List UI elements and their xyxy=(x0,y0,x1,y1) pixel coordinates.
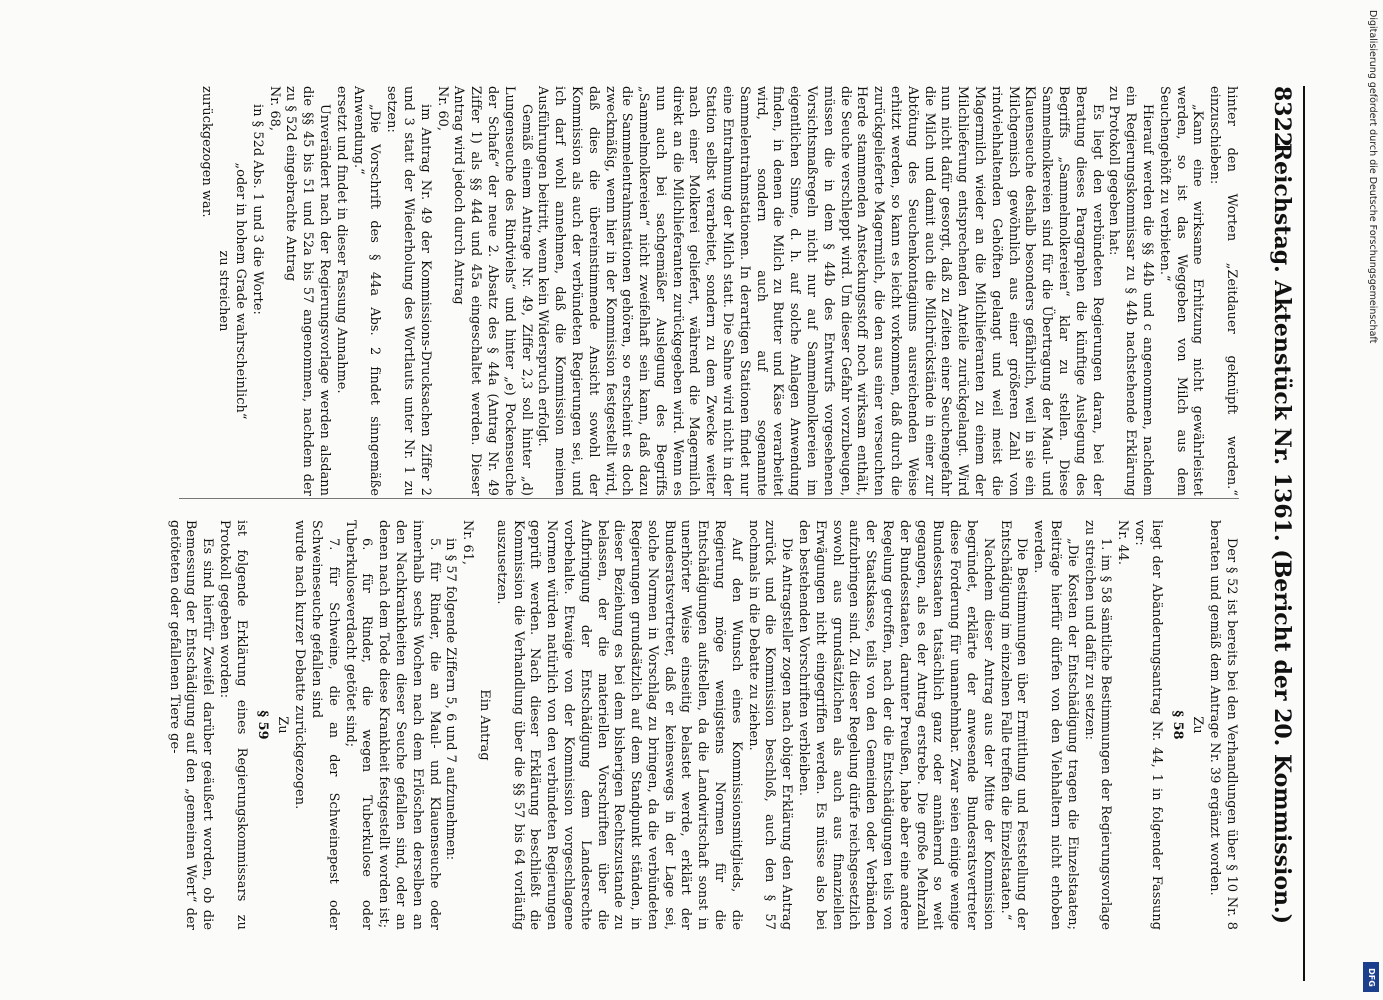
paragraph: Unverändert nach der Regierungsvorlage werden alsdann die §§ 45 bis 51 und 52a bis 57 angenommen, nachdem der zu § 52d eingebrachte Antrag xyxy=(283,86,332,496)
header-rule xyxy=(1302,86,1305,981)
paragraph: zu streichen xyxy=(216,250,232,332)
paragraph: Hierauf werden die §§ 44b und c angenommen, nachdem ein Regierungskommissar zu § 44b nachstehende Erklärung zu Protokoll gegeben hat: xyxy=(1106,86,1156,496)
paragraph: im Antrag Nr. 49 der Kommissions-Drucksachen Ziffer 2 und 3 statt der Wiederholung des Wortlauts unter Nr. 1 zu setzen: xyxy=(384,86,433,496)
paragraph: Zu xyxy=(275,716,291,734)
paragraph: Auf den Wunsch eines Kommissionsmitglieds, die Regierung möge wenigstens Normen für die Entschädigungen aufstellen, da die Landwirtschaft sonst in unerhörter Weise einseitig belastet werde, erklärt der Bundesratsvertreter, daß er keineswegs in der Lage sei, solche Normen in Vorschlag zu bringen, da die verbündeten Regierungen grundsätzlich auf dem Standpunkt ständen, in dieser Beziehung es bei dem bisherigen Rechtszustande zu belassen, der die materiellen Vorschriften über die Aufbringung der Entschädigung dem Landesrechte vorbehalte. Etwaige von der Kommission vorgeschlagene Normen würden natürlich von den verbündeten Regierungen geprüft werden. Nach dieser Erklärung beschließt die Kommission die Verhandlung über die §§ 57 bis 64 vorläufig auszusetzen. xyxy=(493,520,744,930)
dfg-logo-text: DFG xyxy=(1366,967,1376,987)
paragraph: wurde nach kurzer Debatte zurückgezogen. xyxy=(292,520,308,810)
paragraph: 7. für Schweine, die an der Schweinepest oder Schweineseuche gefallen sind xyxy=(308,520,341,930)
paragraph: ersetzt und findet in dieser Fassung Annahme. xyxy=(333,86,349,394)
section-heading: § 58 xyxy=(1169,710,1185,740)
paragraph: in § 57 folgende Ziffern 5, 6 und 7 aufzunehmen: xyxy=(443,538,459,861)
page-number: 8322 xyxy=(1269,86,1295,148)
paragraph: 6. für Rinder, die wegen Tuberkulose oder Tuberkuloseverdacht getötet sind; xyxy=(342,520,375,930)
paragraph: Es liegt den verbündeten Regierungen daran, bei der Beratung dieses Paragraphen die künftige Auslegung des Begriffs „Sammelmolkereien“ klar zu stellen. Diese Sammelmolkereien sind für die Übertragung der Maul- und Klauenseuche deshalb besonders gefährlich, weil in sie ein Milchgemisch gewöhnlich aus einer größeren Zahl von rindviehhaltenden Gehöften gelangt und weil meist die Magermilch wieder an die Milchlieferanten zu einem der Milchlieferung entsprechenden Anteile zurückgelangt. Wird nun nicht dafür gesorgt, daß zu Zeiten einer Seuchengefahr die Milch und damit auch die Milchrückstände in einer zur Abtötung des Seuchenkontagiums ausreichenden Weise erhitzt werden, so kann es leicht vorkommen, daß durch die zurückgelieferte Magermilch, die den aus einer verseuchten Herde stammenden Ansteckungsstoff noch wirksam enthält, die Seuche verschleppt wird. Um dieser Gefahr vorzubeugen, müssen die in dem § 44b des Entwurfs vorgesehenen Vorsichtsmaßregeln nicht nur auf Sammelmolkereien im eigentlichen Sinne, d. h. auf solche Anlagen Anwendung finden, in denen die Milch zu Butter und Käse verarbeitet wird, sondern auch auf sogenannte Sammelentrahmstationen. In derartigen Stationen findet nur eine Entrahmung der Milch statt. Die Sahne wird nicht in der Station selbst verarbeitet, sondern zu dem Zwecke weiter nach einer Molkerei geliefert, während die Magermilch direkt an die Milchlieferanten zurückgegeben wird. Wenn es nun auch bei sachgemäßer Auslegung des Begriffs „Sammelmolkereien“ nicht zweifelhaft sein kann, daß dazu die Sammelentrahmstationen gehören, so erscheint es doch zweckmäßig, wenn hier in der Kommission festgestellt wird, daß dies die übereinstimmende Ansicht sowohl der Kommission als auch der verbündeten Regierungen sei, und ich darf wohl annehmen, daß die Kommission meinen Ausführungen beitritt, wenn kein Widerspruch erfolgt. xyxy=(535,86,1105,496)
paragraph: 1. im § 58 sämtliche Bestimmungen der Regierungsvorlage zu streichen und dafür zu setzen: xyxy=(1081,520,1114,930)
paragraph: Der § 52 ist bereits bei den Verhandlungen über § 10 Nr. 8 beraten und gemäß dem Antrage Nr. 39 ergänzt worden. xyxy=(1207,520,1239,930)
paragraph: 5. für Rinder, die an Maul- und Klauenseuche oder innerhalb sechs Wochen nach dem Erlöschen derselben an den Nachkrankheiten dieser Seuche gefallen sind, oder an denen nach dem Tode diese Krankheit festgestellt worden ist; xyxy=(376,520,442,930)
paragraph: Nr. 44. xyxy=(1115,520,1131,566)
paragraph: ist folgende Erklärung eines Regierungskommissars zu Protokoll gegeben worden: xyxy=(216,520,249,930)
column-divider xyxy=(179,498,1239,499)
digitization-credit xyxy=(1358,0,1383,1000)
paragraph: zurückgezogen war. xyxy=(199,86,215,218)
paragraph: Zu xyxy=(1190,716,1206,734)
paragraph: „Die Vorschrift des § 44a Abs. 2 findet sinngemäße Anwendung.“ xyxy=(350,86,383,496)
dfg-logo xyxy=(1363,962,1379,992)
paragraph: Nr. 60, xyxy=(434,86,450,132)
page-title: Reichstag. Aktenstück Nr. 1361. (Bericht der 20. Kommission.) xyxy=(1269,142,1295,925)
paragraph: in § 52d Abs. 1 und 3 die Worte: xyxy=(249,104,265,315)
paragraph: Es sind hierfür Zweifel darüber geäußert worden, ob die Bemessung der Entschädigung auf den „gemeinen Wert“ der getöteten oder gefallenen Tiere ge- xyxy=(166,520,216,930)
page-header xyxy=(1259,86,1299,981)
section-heading: § 59 xyxy=(254,710,270,740)
paragraph: „Die Kosten der Entschädigung tragen die Einzelstaaten; Beiträge hierfür dürfen von den Viehhaltern nicht erhoben werden. xyxy=(1031,520,1080,930)
paragraph: Ein Antrag xyxy=(476,689,492,761)
credit-text: Digitalisierung gefördert durch die Deutsche Forschungsgemeinschaft xyxy=(1367,10,1378,344)
paragraph: Die Bestimmungen über Ermittlung und Feststellung der Entschädigung im einzelnen Falle treffen die Einzelstaaten.“ xyxy=(997,520,1030,930)
paragraph: Die Antragsteller zogen nach obiger Erklärung den Antrag zurück und die Kommission beschloß, auch den § 57 nochmals in die Debatte zu ziehen. xyxy=(745,520,795,930)
paragraph: Gemäß einem Antrage Nr. 49, Ziffer 2,3 soll hinter „d) Lungenseuche des Rindviehs“ und hinter „e) Pockenseuche der Schafe“ der neue 2. Absatz des § 44a (Antrag Nr. 49 Ziffer 1) als §§ 44d und 45a eingeschaltet werden. Dieser Antrag wird jedoch durch Antrag xyxy=(451,86,534,496)
paragraph: Nr. 61, xyxy=(460,520,476,566)
paragraph: hinter den Worten „Zeitdauer geknüpft werden.“ einzuschieben: xyxy=(1207,86,1239,496)
paragraph: „Kann eine wirksame Erhitzung nicht gewährleistet werden, so ist das Weggeben von Milch aus dem Seuchengehöft zu verbieten.“ xyxy=(1156,86,1206,496)
left-column xyxy=(198,86,1239,496)
paragraph: Nachdem dieser Antrag aus der Mitte der Kommission begründet, erklärte der anwesende Bundesratsvertreter diese Forderung für unannehmbar. Zwar seien einige wenige Bundesstaaten tatsächlich ganz oder annähernd so weit gegangen, als es der Antrag erstrebe. Die große Mehrzahl der Bundesstaaten, darunter Preußen, habe aber eine andere Regelung getroffen, nach der die Entschädigungen teils von der Staatskasse, teils von den Gemeinden oder Verbänden aufzubringen sind. Zu dieser Regelung dürfe reichsgesetzlich sowohl aus grundsätzlichen als auch aus finanziellen Erwägungen nicht eingegriffen werden. Es müsse also bei den bestehenden Vorschriften verbleiben. xyxy=(796,520,996,930)
paragraph: „oder in hohem Grade wahrscheinlich“ xyxy=(232,162,248,420)
paragraph: liegt der Abänderungsantrag Nr. 44, 1 in folgender Fassung vor: xyxy=(1132,520,1164,930)
paragraph: Nr. 68, xyxy=(266,86,282,132)
right-column xyxy=(165,520,1239,930)
